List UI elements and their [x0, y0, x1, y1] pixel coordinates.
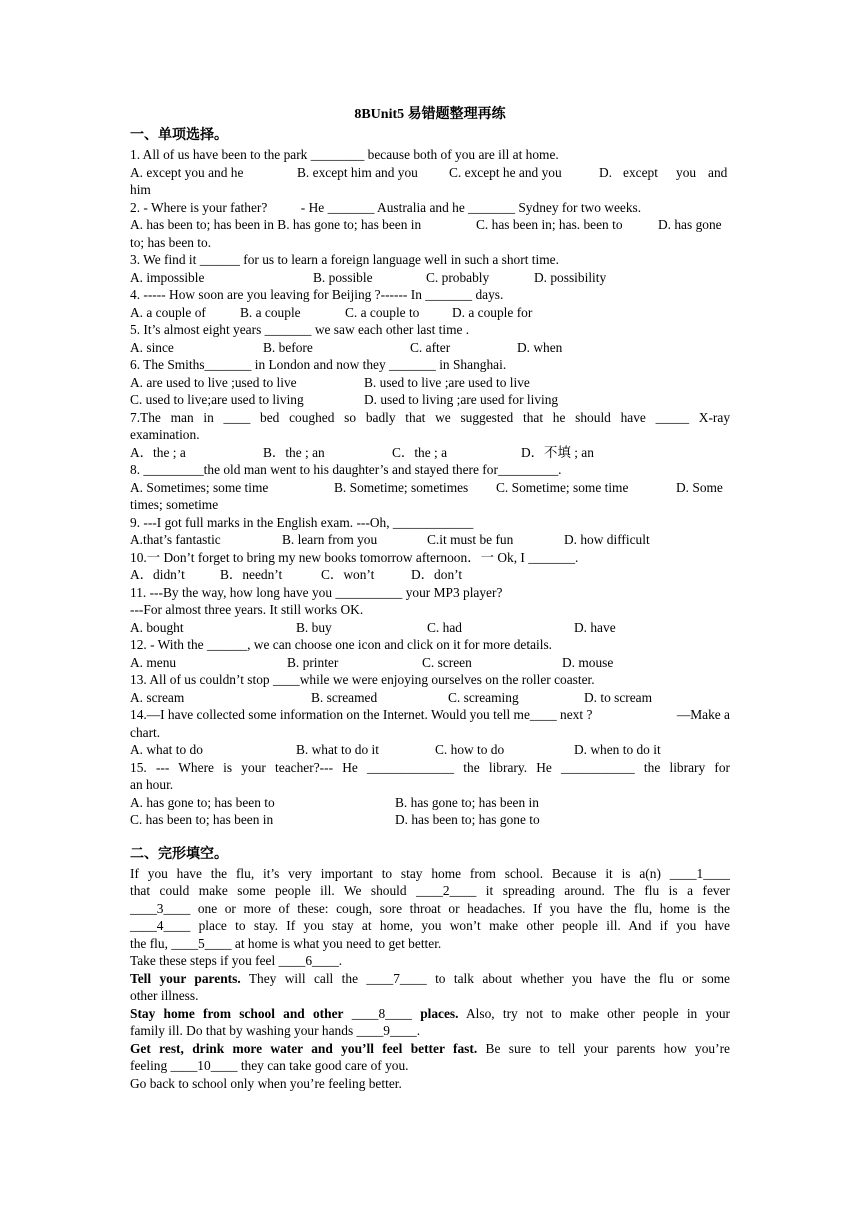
q6-options-ab	[130, 374, 730, 392]
q9-option-c: C.it must be fun	[427, 532, 514, 547]
q9-stem: 9. ---I got full marks in the English exam. ---Oh, ____________	[130, 514, 474, 530]
q1-option-d-word1: except	[623, 164, 658, 180]
q14-reply: —Make a	[676, 707, 730, 722]
cloze-line: that could make some people ill. We should ____2____ it spreading around. The flu is a fever	[130, 883, 730, 898]
q7-word: man	[170, 409, 194, 425]
q7-option-a: A．the ; a	[130, 444, 186, 460]
q8-option-d: D. Some	[676, 479, 723, 495]
cloze-line: the flu, ____5____ at home is what you need to get better.	[130, 935, 442, 951]
q15-stem-cont: an hour.	[130, 777, 174, 792]
q10-options	[130, 566, 730, 584]
q10-option-b: B．needn’t	[220, 567, 283, 582]
q1-option-c: C. except he and you	[449, 164, 562, 180]
q9-option-d: D. how difficult	[564, 532, 650, 547]
q11-option-b: B. buy	[296, 619, 332, 635]
q8-option-b: B. Sometime; sometimes	[334, 479, 469, 495]
q1-option-d: D.	[599, 164, 613, 180]
tip2-text: Also, try not to make other people in your	[458, 1005, 731, 1021]
q12-option-b: B. printer	[287, 654, 339, 670]
tip2-blank: ____8____	[343, 1005, 421, 1021]
q5-option-b: B. before	[263, 339, 313, 355]
q14-options	[130, 741, 730, 759]
q11-option-a: A. bought	[130, 619, 184, 635]
q13-option-d: D. to scream	[584, 689, 653, 705]
q7-stem	[130, 409, 730, 427]
cloze-steps-intro: Take these steps if you feel ____6____.	[130, 953, 343, 968]
q6-option-d: D. used to living ;are used for living	[364, 392, 559, 407]
cloze-line: ____4____ place to stay. If you stay at home, you won’t make other people ill. And if you have	[130, 918, 730, 933]
q3-stem: 3. We find it ______ for us to learn a foreign language well in such a short time.	[130, 252, 559, 267]
q14-option-a: A. what to do	[130, 742, 203, 757]
q1-options	[130, 164, 730, 182]
tip2-line	[130, 1005, 730, 1023]
q15-option-a: A. has gone to; has been to	[130, 794, 275, 810]
q5-options	[130, 339, 730, 357]
q13-option-c: C. screaming	[448, 689, 519, 705]
q7-word: that	[522, 409, 544, 425]
q8-option-a: A. Sometimes; some time	[130, 479, 269, 495]
q10-option-d: D．don’t	[411, 567, 463, 582]
q7-word: suggested	[460, 409, 514, 425]
q9-option-a: A.that’s fantastic	[130, 532, 221, 547]
q7-option-d: D．不填 ; an	[521, 444, 594, 460]
q8-options	[130, 479, 730, 497]
q1-option-b: B. except him and you	[297, 164, 418, 180]
q15-options-ab	[130, 794, 730, 812]
q7-word: have	[620, 409, 646, 425]
q13-option-a: A. scream	[130, 689, 185, 705]
q7-option-c: C．the ; a	[392, 444, 448, 460]
q15-option-b: B. has gone to; has been in	[395, 794, 539, 810]
q2-options	[130, 216, 730, 234]
q7-word: 7.The	[130, 409, 161, 425]
q3-option-c: C. probably	[426, 269, 490, 285]
tip2-heading-part1: Stay home from school and other	[130, 1005, 344, 1021]
q13-option-b: B. screamed	[311, 689, 378, 705]
q12-option-a: A. menu	[130, 654, 177, 670]
q1-option-a: A. except you and he	[130, 164, 244, 180]
q4-option-a: A. a couple of	[130, 304, 206, 320]
q10-stem: 10.一 Don’t forget to bring my new books tomorrow afternoon．一 Ok, I _______.	[130, 549, 579, 565]
q9-options	[130, 531, 730, 549]
tip1-cont: other illness.	[130, 988, 199, 1003]
q4-option-c: C. a couple to	[345, 304, 420, 320]
q7-options	[130, 444, 730, 462]
tip2-heading-part2: places.	[420, 1005, 459, 1021]
q8-option-d-cont: times; sometime	[130, 497, 219, 512]
q15-option-c: C. has been to; has been in	[130, 812, 274, 827]
q4-options	[130, 304, 730, 322]
q2-option-c: C. has been in; has. been to	[476, 217, 623, 232]
q4-stem: 4. ----- How soon are you leaving for Beijing ?------ In _______ days.	[130, 287, 504, 302]
q7-word: should	[575, 409, 611, 425]
tip3-heading: Get rest, drink more water and you’ll feel better fast.	[130, 1040, 478, 1056]
q2-option-ab: A. has been to; has been in B. has gone to; has been in	[130, 217, 422, 232]
q2-option-d-cont: to; has been to.	[130, 234, 212, 250]
q14-option-d: D. when to do it	[574, 742, 661, 757]
q7-word: he	[552, 409, 566, 425]
q14-stem	[130, 706, 730, 724]
document-title: 8BUnit5 易错题整理再练	[354, 107, 506, 122]
q2-option-d: D. has gone	[658, 217, 722, 232]
q7-word: X-ray	[698, 409, 731, 425]
q11-stem: 11. ---By the way, how long have you __________ your MP3 player?	[130, 584, 503, 600]
tip3-line	[130, 1040, 730, 1058]
q1-option-d-cont: him	[130, 182, 151, 197]
q3-option-d: D. possibility	[534, 269, 607, 285]
q14-option-c: C. how to do	[435, 742, 505, 757]
q14-question: 14.—I have collected some information on the Internet. Would you tell me____ next ?	[130, 707, 593, 722]
tip3-cont: feeling ____10____ they can take good care of you.	[130, 1058, 409, 1073]
q11-reply: ---For almost three years. It still works OK.	[130, 602, 364, 617]
q8-option-c: C. Sometime; some time	[496, 479, 629, 495]
q11-option-d: D. have	[574, 619, 616, 635]
q2-stem: 2. - Where is your father? - He _______ Australia and he _______ Sydney for two weeks.	[130, 199, 642, 215]
q11-option-c: C. had	[427, 619, 462, 635]
q15-stem	[130, 759, 730, 777]
q12-option-c: C. screen	[422, 654, 472, 670]
q7-blank: ____	[223, 409, 251, 425]
q15-option-d: D. has been to; has gone to	[395, 812, 540, 827]
q6-options-cd	[130, 391, 730, 409]
q9-option-b: B. learn from you	[282, 532, 378, 547]
q7-word: we	[435, 409, 451, 425]
q5-stem: 5. It’s almost eight years _______ we saw each other last time .	[130, 322, 470, 337]
q14-option-b: B. what to do it	[296, 742, 379, 757]
q5-option-c: C. after	[410, 339, 451, 355]
cloze-line: ____3____ one or more of these: cough, sore throat or headaches. If you have the flu, home is the	[130, 900, 730, 916]
q1-option-d-word3: and	[708, 164, 728, 180]
q1-stem: 1. All of us have been to the park ________ because both of you are ill at home.	[130, 147, 559, 162]
tip2-cont: family ill. Do that by washing your hands ____9____.	[130, 1023, 421, 1038]
q6-option-a: A. are used to live ;used to live	[130, 374, 297, 390]
document-page	[130, 104, 730, 1092]
q7-stem-cont: examination.	[130, 427, 200, 442]
q1-option-d-word2: you	[676, 164, 697, 180]
q12-stem: 12. - With the ______, we can choose one icon and click on it for more details.	[130, 637, 553, 652]
section-spacer	[130, 829, 730, 845]
q7-word: badly	[365, 409, 396, 425]
q4-option-d: D. a couple for	[452, 304, 533, 320]
q5-option-d: D. when	[517, 339, 563, 355]
q7-blank: _____	[655, 409, 690, 425]
q3-option-b: B. possible	[313, 269, 373, 285]
q13-options	[130, 689, 730, 707]
q10-option-a: A．didn’t	[130, 567, 185, 582]
q12-option-d: D. mouse	[562, 654, 614, 670]
q6-stem: 6. The Smiths_______ in London and now they _______ in Shanghai.	[130, 357, 507, 372]
closing-line: Go back to school only when you’re feeling better.	[130, 1075, 402, 1091]
q7-word: that	[405, 409, 426, 425]
q6-option-b: B. used to live ;are used to live	[364, 374, 530, 390]
tip1-text: They will call the ____7____ to talk about whether you have the flu or some	[240, 970, 730, 986]
q4-option-b: B. a couple	[240, 304, 301, 320]
q7-word: coughed	[289, 409, 335, 425]
q7-option-b: B．the ; an	[263, 444, 325, 460]
q14-stem-cont: chart.	[130, 724, 161, 740]
cloze-line: If you have the flu, it’s very important to stay home from school. Because it is a(n) ____1____	[130, 865, 730, 881]
tip3-text: Be sure to tell your parents how you’re	[477, 1040, 730, 1056]
section1-heading: 一、单项选择。	[130, 128, 228, 143]
section2-heading: 二、完形填空。	[130, 846, 228, 862]
tip1-line	[130, 970, 730, 988]
q3-option-a: A. impossible	[130, 269, 205, 285]
q13-stem: 13. All of us couldn’t stop ____while we were enjoying ourselves on the roller coaster.	[130, 672, 595, 687]
q10-option-c: C．won’t	[321, 567, 375, 582]
q3-options	[130, 269, 730, 287]
q11-options	[130, 619, 730, 637]
q8-stem: 8. _________the old man went to his daughter’s and stayed there for_________.	[130, 462, 562, 477]
q7-word: in	[203, 409, 214, 425]
q7-word: bed	[260, 409, 280, 425]
q12-options	[130, 654, 730, 672]
q15-options-cd	[130, 811, 730, 829]
q15-question: 15. --- Where is your teacher?--- He _____________ the library. He ___________ the library for	[130, 759, 730, 775]
q6-option-c: C. used to live;are used to living	[130, 392, 304, 407]
q5-option-a: A. since	[130, 339, 174, 355]
tip1-heading: Tell your parents.	[130, 970, 241, 986]
q7-word: so	[344, 409, 357, 425]
